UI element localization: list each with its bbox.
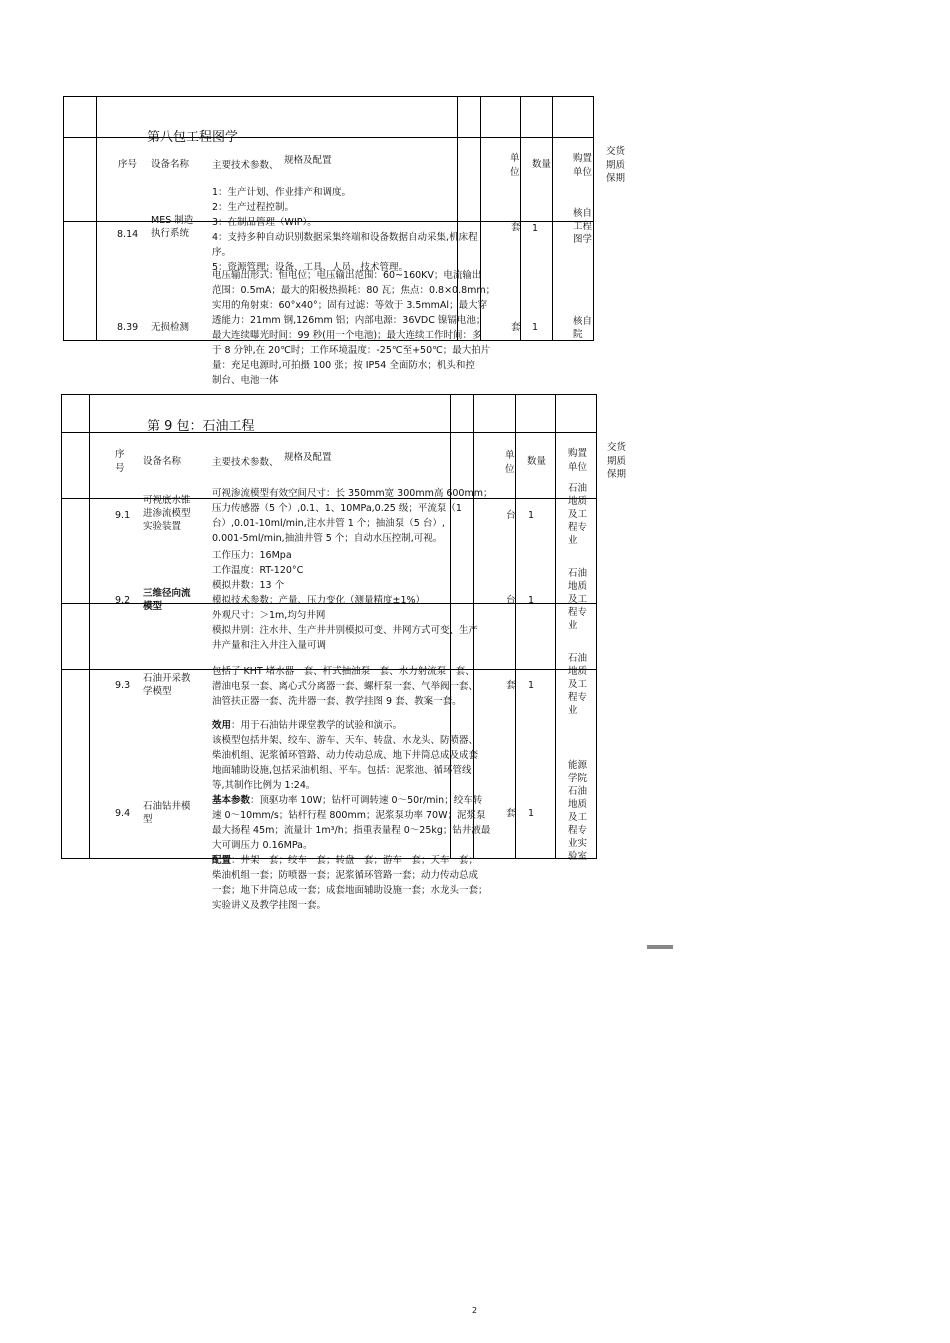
- grey-dash-mark: [647, 945, 673, 949]
- s9-header-unit: 单位: [505, 450, 515, 475]
- s8-header-line: [63, 137, 594, 138]
- s8-header-seq: 序号: [118, 159, 138, 170]
- s9-header-spec: 主要技术参数、: [212, 457, 279, 468]
- s9-row4-buyer: 能源 学院 石油 地质 及工 程专 业实 验室: [568, 760, 588, 862]
- s8-row2-seq: 8.39: [117, 322, 139, 333]
- s9-vline-f: [555, 394, 556, 859]
- s8-header-delivery: 交货期质保期: [606, 146, 626, 184]
- s8-row2-name: 无损检测: [151, 322, 190, 333]
- s9-row3-spec: 包括了 KHT 堵水器一套、杆式抽油泵一套、水力射流泵一套、 潜油电泵一套、离心式分离器一套、螺杆泵一套、气举阀一套、 油管扶正器一套、洗井器一套、教学挂图 9 套、教案一套。: [212, 666, 479, 707]
- s8-row1-name: MES 制造 执行系统: [151, 215, 194, 239]
- s9-row1-unit: 台: [506, 510, 516, 521]
- s9-row2-buyer: 石油 地质 及工 程专 业: [568, 568, 588, 631]
- s9-title: 第 9 包：石油工程: [147, 419, 255, 434]
- s9-row3-name: 石油开采教 学模型: [143, 673, 191, 697]
- s9-row1-seq: 9.1: [115, 510, 131, 521]
- s8-header-name: 设备名称: [151, 159, 190, 170]
- s9-row3-unit: 套: [506, 680, 516, 691]
- s9-vline-b: [89, 394, 90, 859]
- s8-row1-qty: 1: [532, 223, 539, 234]
- s8-title: 第八包工程图学: [147, 130, 239, 145]
- s9-header-line: [61, 432, 597, 433]
- s9-row3-seq: 9.3: [115, 680, 131, 691]
- s8-vline-a: [63, 96, 64, 341]
- s8-row1-spec: 1：生产计划、作业排产和调度。 2：生产过程控制。 3：在制品管理（WIP）。 4：支持多种自动识别数据采集终端和设备数据自动采集,机床程 序。 5：资源管理：设备、工具、人员、技术管理。: [212, 187, 478, 273]
- s8-header-qty: 数量: [532, 159, 552, 170]
- s8-header-spec: 主要技术参数、: [212, 160, 279, 171]
- page-number: 2: [472, 1306, 478, 1315]
- s9-header-spec2: 规格及配置: [284, 452, 332, 463]
- s8-row2-buyer: 核自 院: [573, 316, 593, 340]
- s9-header-delivery: 交货期质保期: [607, 442, 627, 480]
- s9-row2-name: 三维径向流 模型: [143, 588, 191, 612]
- s8-row1-unit: 套: [511, 222, 521, 233]
- s9-row3-qty: 1: [528, 680, 535, 691]
- s9-header-qty: 数量: [527, 456, 547, 467]
- s9-row4-unit: 套: [506, 808, 516, 819]
- s9-row1-spec: 可视渗流模型有效空间尺寸：长 350mm宽 300mm高 600mm； 压力传感器（5 个）,0.1、1、10MPa,0.25 级；平流泵（1 台）,0.01-10ml/min,注水井管 1 个；抽油泵（5 台）, 0.001-5ml/min,抽油井管 5 个；自动水压控制,可视。: [212, 488, 493, 544]
- s9-row2-unit: 台: [506, 595, 516, 606]
- s8-row1-seq: 8.14: [117, 229, 139, 240]
- s9-row2-spec: 工作压力：16Mpa 工作温度：RT-120°C 模拟井数：13 个 模拟技术参数：产量、压力变化（测量精度±1%） 外观尺寸：＞1m,均匀井网 模拟井别：注水井、生产井井别模拟可变、井网方式可变、生产 井产量和注入井注入量可调: [212, 550, 479, 651]
- s9-header-name: 设备名称: [143, 456, 182, 467]
- s8-top-border: [63, 96, 594, 97]
- s8-header-buyer: 购置单位: [573, 153, 593, 178]
- s8-vline-e: [520, 96, 521, 341]
- s9-vline-a: [61, 394, 62, 859]
- s8-vline-b: [96, 96, 97, 341]
- s9-row2-qty: 1: [528, 595, 535, 606]
- s9-row4-qty: 1: [528, 808, 535, 819]
- s9-vline-g: [596, 394, 597, 859]
- s8-row2-spec: 电压输出形式：恒电位；电压输出范围：60~160KV；电流输出 范围：0.5mA；最大的阳极热损耗：80 瓦；焦点：0.8×0.8mm； 实用的角射束：60°x40°；固有过滤：等效于 3.5mmAl；最大穿 透能力：21mm 钢,126mm 铝；内部电源：36VDC 镍镉电池； 最大连续曝光时间：99 秒(用一个电池)；最大连续工作时间：多 于 8 分钟,在 20℃时；工作环境温度：-25℃至+50℃；最大拍片 量：充足电源时,可拍摄 100 张；按 IP54 全面防水；机头和控 制台、电池一体: [212, 270, 496, 386]
- s9-top-border: [61, 394, 597, 395]
- s8-row1-buyer: 核自 工程 图学: [573, 208, 593, 245]
- s9-row3-buyer: 石油 地质 及工 程专 业: [568, 653, 588, 716]
- s9-header-buyer: 购置单位: [568, 448, 588, 473]
- s8-header-spec2: 规格及配置: [284, 155, 332, 166]
- s9-row4-name: 石油钻井模 型: [143, 801, 191, 825]
- s8-vline-f: [552, 96, 553, 341]
- s9-row4-spec: 效用：用于石油钻井课堂教学的试验和演示。 该模型包括井架、绞车、游车、天车、转盘、水龙头、防喷器、 柴油机组、泥浆循环管路、动力传动总成、地下井筒总成及成套 地面辅助设施,包括采油机组、平车。包括：泥浆池、循环管线 等,其制作比例为 1:24。 基本参数：顶驱功率 10W；钻杆可调转速 0～50r/min；绞车转 速 0～10mm/s；钻杆行程 800mm；泥浆泵功率 70W；泥浆泵 最大扬程 45m；流量计 1m³/h；指重表量程 0～25kg；钻井液最 大可调压力 0.16MPa。 配置：井架一套；绞车一套；转盘一套；游车一套；天车一套； 柴油机组一套；防喷器一套；泥浆循环管路一套；动力传动总成 一套；地下井筒总成一套；成套地面辅助设施一套；水龙头一套； 实验讲义及教学挂图一套。: [212, 720, 491, 911]
- s9-row4-seq: 9.4: [115, 808, 131, 819]
- s8-vline-g: [593, 96, 594, 341]
- s9-row1-qty: 1: [528, 510, 535, 521]
- s8-header-unit: 单位: [510, 153, 520, 178]
- s9-row2-seq: 9.2: [115, 595, 131, 606]
- s9-header-seq: 序号: [115, 449, 125, 474]
- s8-row2-qty: 1: [532, 322, 539, 333]
- s9-row1-name: 可视底水锥 进渗流模型 实验装置: [143, 495, 191, 532]
- s8-row2-unit: 套: [511, 322, 521, 333]
- s9-row1-buyer: 石油 地质 及工 程专 业: [568, 483, 588, 546]
